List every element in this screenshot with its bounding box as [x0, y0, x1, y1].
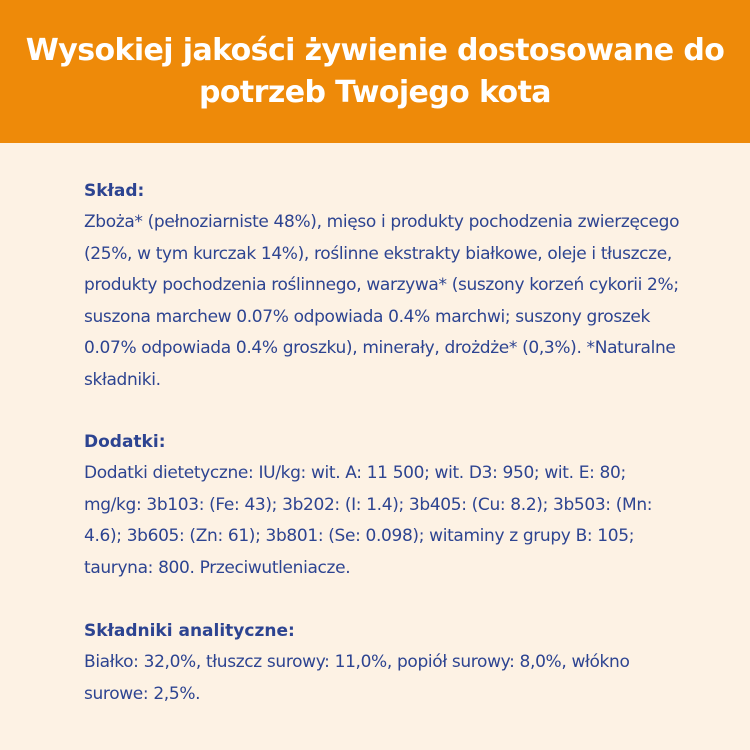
analytical-section: [84, 616, 684, 710]
composition-text: Zboża* (pełnoziarniste 48%), mięso i produkty pochodzenia zwierzęcego (25%, w tym kurczak 14%), roślinne ekstrakty białkowe, oleje i tłuszcze, produkty pochodzenia roślinnego, warzywa* (suszony korzeń cykorii 2%; suszona marchew 0.07% odpowiada 0.4% marchwi; suszony groszek 0.07% odpowiada 0.4% groszku), minerały, drożdże* (0,3%). *Naturalne składniki.: [84, 212, 680, 390]
additives-heading: Dodatki:: [84, 432, 166, 452]
composition-heading: Skład:: [84, 181, 145, 201]
additives-section: [84, 427, 684, 584]
composition-section: [84, 176, 684, 396]
header-banner: [0, 0, 750, 143]
banner-title: Wysokiej jakości żywienie dostosowane do potrzeb Twojego kota: [25, 32, 725, 110]
analytical-text: Białko: 32,0%, tłuszcz surowy: 11,0%, popiół surowy: 8,0%, włókno surowe: 2,5%.: [84, 652, 630, 704]
additives-text: Dodatki dietetyczne: IU/kg: wit. A: 11 500; wit. D3: 950; wit. E: 80; mg/kg: 3b103: (Fe: 43); 3b202: (I: 1.4); 3b405: (Cu: 8.2); 3b503: (Mn: 4.6); 3b605: (Zn: 61); 3b801: (Se: 0.098); witaminy z grupy B: 105; tauryna: 800. Przeciwutleniacze.: [84, 463, 653, 578]
analytical-heading: Składniki analityczne:: [84, 621, 295, 641]
